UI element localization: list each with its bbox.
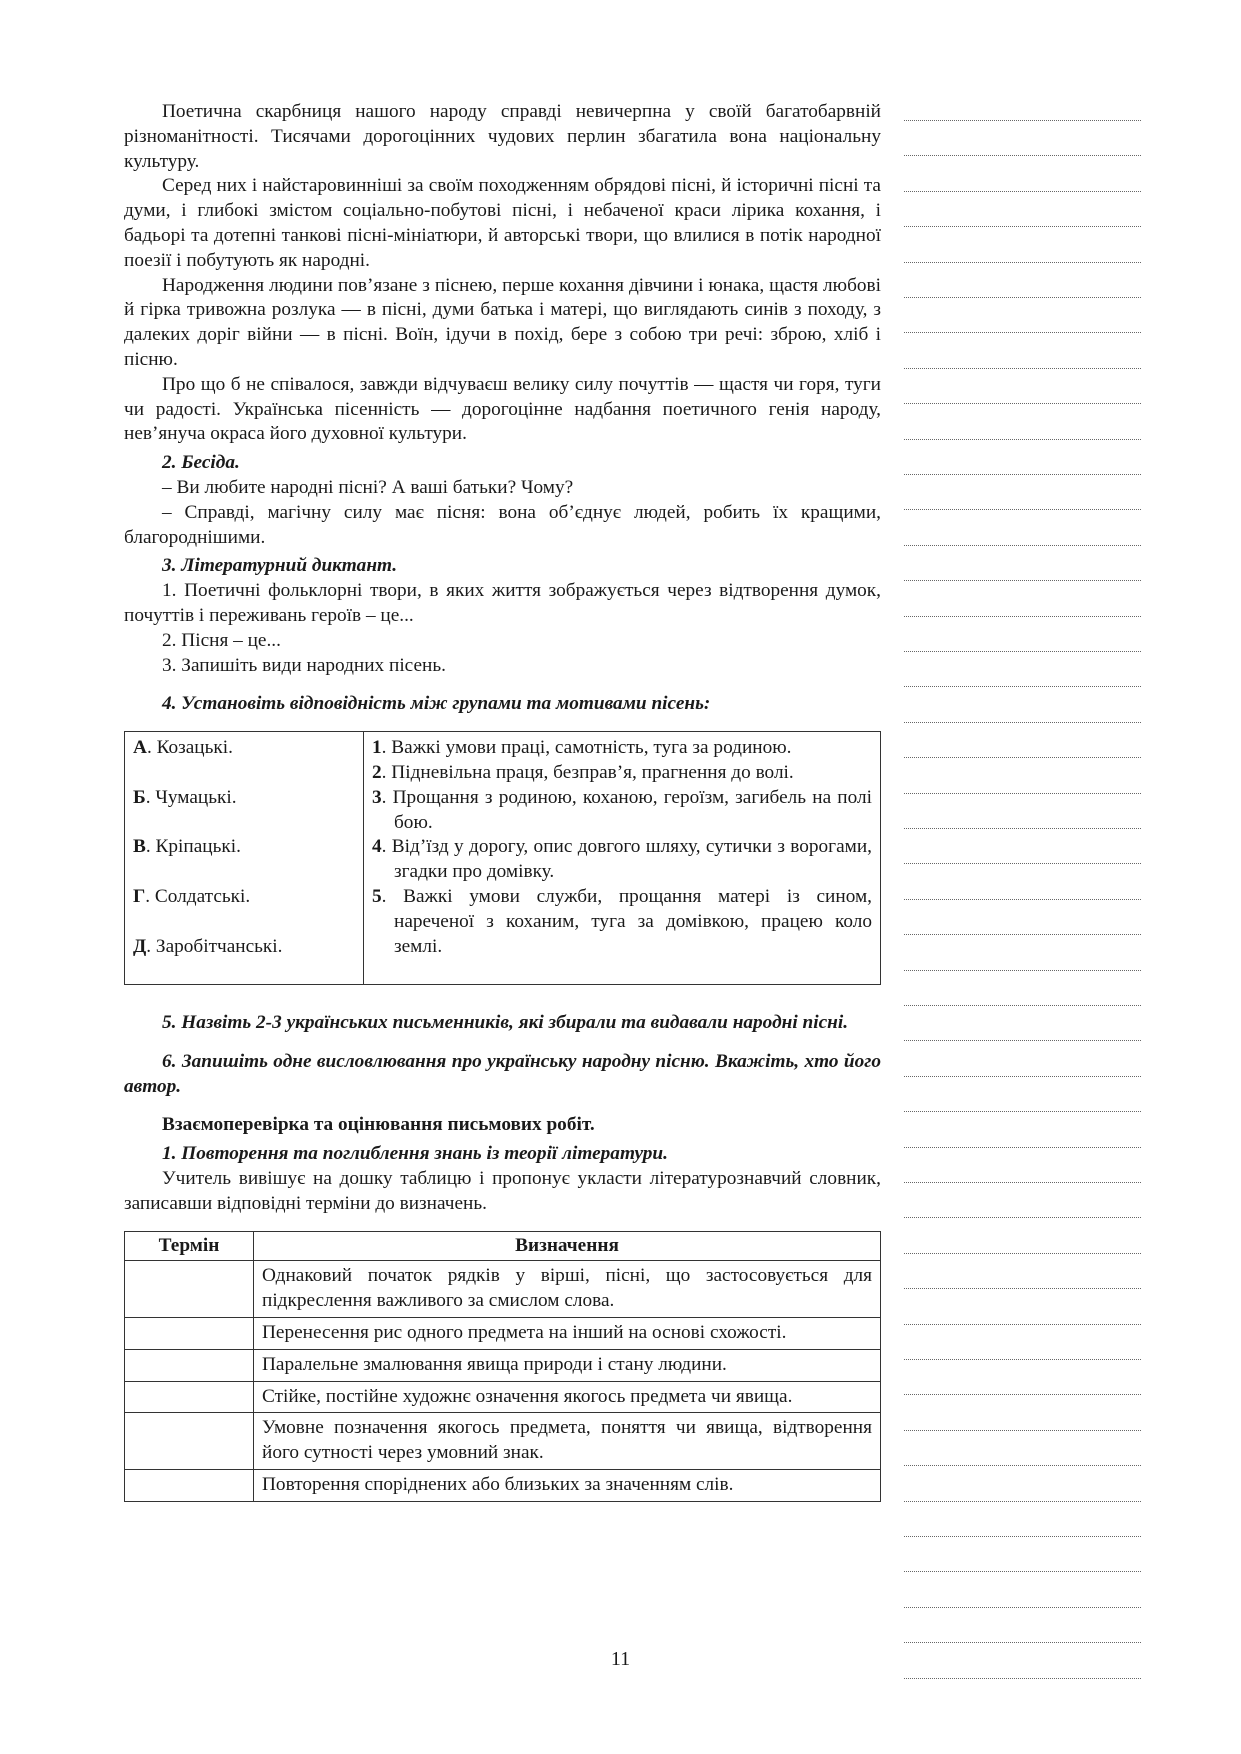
section-3-line-2: 2. Пісня – це... bbox=[162, 629, 281, 651]
note-line bbox=[904, 191, 1141, 192]
motive-item: 5. Важкі умови служби, прощання матері із сином, нареченої з коханим, туга за домівкою, працею коло землі. bbox=[372, 885, 872, 957]
theory-title: 1. Повторення та поглиблення знань із теорії літератури. bbox=[162, 1143, 668, 1165]
intro-paragraph-3: Народження людини пов’язане з піснею, перше кохання дівчини і юнака, щастя любові й гірка тривожна розлука — в пісні, думи батька і матері, що виглядають синів з походу, з далеких доріг війни — в пісні. Воїн, ідучи в похід, бере з собою три речі: зброю, хліб і пісню. bbox=[124, 274, 881, 370]
definition-cell: Стійке, постійне художнє означення якогось предмета чи явища. bbox=[254, 1381, 881, 1413]
note-line bbox=[904, 899, 1141, 900]
note-line bbox=[904, 439, 1141, 440]
groups-column bbox=[125, 732, 364, 985]
motive-item: 3. Прощання з родиною, коханою, героїзм, загибель на полі бою. bbox=[372, 786, 872, 833]
note-line bbox=[904, 1253, 1141, 1254]
note-line bbox=[904, 1040, 1141, 1041]
terms-table bbox=[124, 1231, 881, 1502]
note-line bbox=[904, 757, 1141, 758]
group-item: Б. Чумацькі. bbox=[133, 786, 237, 808]
note-line bbox=[904, 226, 1141, 227]
term-cell[interactable] bbox=[125, 1349, 254, 1381]
note-line bbox=[904, 1536, 1141, 1537]
note-line bbox=[904, 1607, 1141, 1608]
group-item: В. Кріпацькі. bbox=[133, 836, 241, 858]
table-row bbox=[125, 1413, 881, 1470]
page-number: 11 bbox=[610, 1648, 631, 1670]
motive-item: 2. Підневільна праця, безправ’я, прагнення до волі. bbox=[372, 761, 794, 783]
section-2-line-2: – Справді, магічну силу має пісня: вона об’єднує людей, робить їх кращими, благороднішими. bbox=[124, 501, 881, 548]
note-line bbox=[904, 120, 1141, 121]
motive-item: 1. Важкі умови праці, самотність, туга за родиною. bbox=[372, 737, 792, 759]
intro-paragraph-4: Про що б не співалося, завжди відчуваєш велику силу почуттів — щастя чи горя, туги чи радості. Українська пісенність — дорогоцінне надбання поетичного генія народу, нев’януча окраса його духовної культури. bbox=[124, 373, 881, 445]
note-line bbox=[904, 332, 1141, 333]
section-3-line-3: 3. Запишіть види народних пісень. bbox=[162, 654, 446, 676]
section-2-title: 2. Бесіда. bbox=[162, 452, 240, 474]
definition-cell: Перенесення рис одного предмета на інший на основі схожості. bbox=[254, 1318, 881, 1350]
note-line bbox=[904, 934, 1141, 935]
peer-review-heading: Взаємоперевірка та оцінювання письмових робіт. bbox=[162, 1114, 595, 1136]
note-line bbox=[904, 1642, 1141, 1643]
note-line bbox=[904, 368, 1141, 369]
note-line bbox=[904, 686, 1141, 687]
section-6-title: 6. Запишіть одне висловлювання про українську народну пісню. Вкажіть, хто його автор. bbox=[124, 1050, 881, 1097]
note-line bbox=[904, 1111, 1141, 1112]
note-line bbox=[904, 474, 1141, 475]
table-row bbox=[125, 1381, 881, 1413]
note-line bbox=[904, 262, 1141, 263]
group-item: Г. Солдатські. bbox=[133, 885, 251, 907]
term-cell[interactable] bbox=[125, 1413, 254, 1470]
note-line bbox=[904, 1359, 1141, 1360]
term-cell[interactable] bbox=[125, 1470, 254, 1502]
note-line bbox=[904, 722, 1141, 723]
note-line bbox=[904, 863, 1141, 864]
note-line bbox=[904, 509, 1141, 510]
note-line bbox=[904, 1678, 1141, 1679]
note-line bbox=[904, 297, 1141, 298]
definition-cell: Однаковий початок рядків у вірші, пісні, що застосовується для підкреслення важливого за смислом слова. bbox=[254, 1261, 881, 1318]
note-line bbox=[904, 580, 1141, 581]
term-header: Термін bbox=[125, 1231, 254, 1261]
note-line bbox=[904, 1430, 1141, 1431]
section-5-title: 5. Назвіть 2-3 українських письменників, які збирали та видавали народні пісні. bbox=[162, 1012, 849, 1034]
motive-item: 4. Від’їзд у дорогу, опис довгого шляху, сутички з ворогами, згадки про домівку. bbox=[372, 836, 872, 883]
group-item: А. Козацькі. bbox=[133, 737, 233, 759]
matching-table bbox=[124, 731, 881, 985]
group-item: Д. Заробітчанські. bbox=[133, 935, 283, 957]
note-line bbox=[904, 1324, 1141, 1325]
note-line bbox=[904, 651, 1141, 652]
term-cell[interactable] bbox=[125, 1318, 254, 1350]
table-row bbox=[125, 1349, 881, 1381]
note-line bbox=[904, 1465, 1141, 1466]
definition-cell: Паралельне змалювання явища природи і стану людини. bbox=[254, 1349, 881, 1381]
section-2-line-1: – Ви любите народні пісні? А ваші батьки? Чому? bbox=[162, 476, 574, 498]
term-cell[interactable] bbox=[125, 1261, 254, 1318]
note-line bbox=[904, 1217, 1141, 1218]
note-line bbox=[904, 1147, 1141, 1148]
section-4-title: 4. Установіть відповідність між групами та мотивами пісень: bbox=[162, 693, 711, 715]
note-line bbox=[904, 1005, 1141, 1006]
definition-cell: Повторення споріднених або близьких за значенням слів. bbox=[254, 1470, 881, 1502]
intro-paragraph-1: Поетична скарбниця нашого народу справді невичерпна у своїй багатобарвній різноманітності. Тисячами дорогоцінних чудових перлин збагатила вона національну культуру. bbox=[124, 101, 881, 172]
table-row bbox=[125, 1318, 881, 1350]
note-line bbox=[904, 1076, 1141, 1077]
note-line bbox=[904, 403, 1141, 404]
section-3-line-1: 1. Поетичні фольклорні твори, в яких життя зображується через відтворення думок, почуттів і переживань героїв – це... bbox=[124, 580, 881, 626]
note-line bbox=[904, 828, 1141, 829]
note-line bbox=[904, 1394, 1141, 1395]
note-line bbox=[904, 1571, 1141, 1572]
note-line bbox=[904, 793, 1141, 794]
main-text bbox=[124, 100, 881, 1502]
note-line bbox=[904, 545, 1141, 546]
definition-cell: Умовне позначення якогось предмета, поняття чи явища, відтворення його сутності через умовний знак. bbox=[254, 1413, 881, 1470]
note-line bbox=[904, 970, 1141, 971]
table-row bbox=[125, 1470, 881, 1502]
note-line bbox=[904, 1288, 1141, 1289]
table-row bbox=[125, 1261, 881, 1318]
term-cell[interactable] bbox=[125, 1381, 254, 1413]
note-line bbox=[904, 1501, 1141, 1502]
motives-column bbox=[364, 732, 881, 985]
intro-paragraph-2: Серед них і найстаровинніші за своїм походженням обрядові пісні, й історичні пісні та думи, і глибокі змістом соціально-побутові пісні, і небаченої краси лірика кохання, і бадьорі та дотепні танкові пісні-мініатюри, й авторські твори, що влилися в потік народної поезії і побутують як народні. bbox=[124, 175, 881, 271]
theory-intro: Учитель вивішує на дошку таблицю і пропонує укласти літературознавчий словник, записавши відповідні терміни до визначень. bbox=[124, 1168, 881, 1214]
note-line bbox=[904, 616, 1141, 617]
section-3-title: 3. Літературний диктант. bbox=[162, 555, 398, 577]
definition-header: Визначення bbox=[254, 1231, 881, 1261]
note-line bbox=[904, 155, 1141, 156]
note-line bbox=[904, 1182, 1141, 1183]
